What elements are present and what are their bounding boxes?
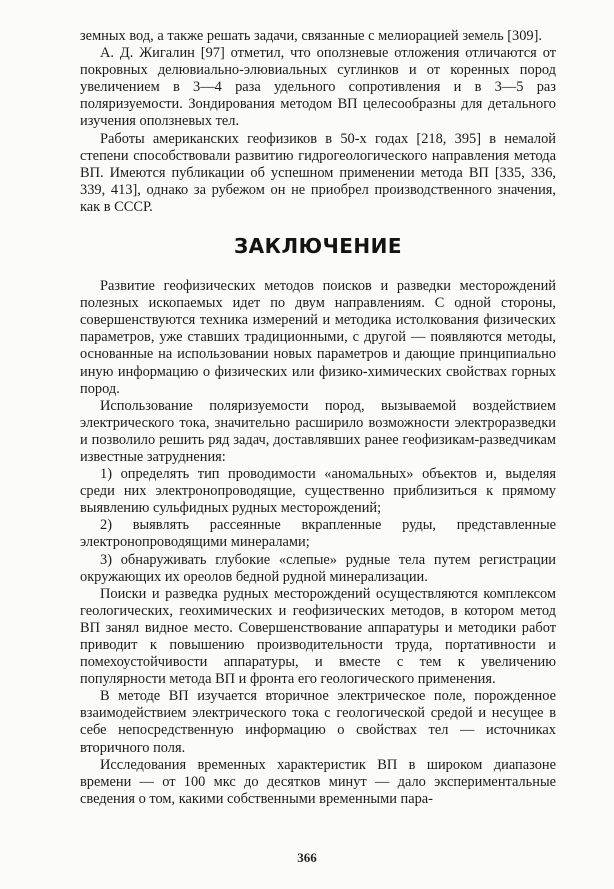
list-item-3: 3) обнаруживать глубокие «слепые» рудные тела путем регистрации окружающих их ореолов бедной рудной минерализации.: [80, 551, 556, 585]
paragraph-secondary-field: В методе ВП изучается вторичное электрическое поле, порожденное взаимодействием электрического тока с геологической средой и несущее в себе непосредственную информацию о свойствах тел — источниках вторичного поля.: [80, 688, 556, 756]
page-text: [80, 28, 556, 808]
paragraph-zhigalin: А. Д. Жигалин [97] отметил, что оползневые отложения отличаются от покровных делювиально-элювиальных суглинков и от коренных пород увеличением в 3—4 раза удельного сопротивления и в 3—5 раз поляризуемости. Зондирования методом ВП целесообразны для детального изучения оползневых тел.: [80, 45, 556, 130]
list-item-2: 2) выявлять рассеянные вкрапленные руды, представленные электронопроводящими минералами;: [80, 517, 556, 551]
paragraph-american-geophysicists: Работы американских геофизиков в 50-х годах [218, 395] в немалой степени способствовали развитию гидрогеологического направления метода ВП. Имеются публикации об успешном применении метода ВП [335, 336, 339, 413], однако за рубежом он не приобрел производственного значения, как в СССР.: [80, 130, 556, 215]
paragraph-time-characteristics: Исследования временных характеристик ВП в широком диапазоне времени — от 100 мкс до десятков минут — дало экспериментальные сведения о том, какими собственными временными пара-: [80, 756, 556, 807]
page-number: 366: [297, 850, 317, 865]
paragraph-development: Развитие геофизических методов поисков и разведки месторождений полезных ископаемых идет по двум направлениям. С одной стороны, совершенствуются техника измерений и методика истолкования физических параметров, уже ставших традиционными, с другой — появляются методы, основанные на использовании новых параметров и дающие принципиально иную информацию о физических или физико-химических свойствах горных пород.: [80, 278, 556, 397]
list-item-1: 1) определять тип проводимости «аномальных» объектов и, выделяя среди них электронопроводящие, существенно приблизиться к прямому выявлению сульфидных рудных месторождений;: [80, 466, 556, 517]
paragraph-continuation: земных вод, а также решать задачи, связанные с мелиорацией земель [309].: [80, 28, 543, 44]
paragraph-ore-exploration: Поиски и разведка рудных месторождений осуществляются комплексом геологических, геохимических и геофизических методов, в котором метод ВП занял видное место. Совершенствование аппаратуры и методики работ приводит к повышению производительности труда, портативности и помехоустойчивости аппаратуры, и вместе с тем к увеличению популярности метода ВП и фронта его геологического применения.: [80, 585, 556, 688]
section-heading: ЗАКЛЮЧЕНИЕ: [233, 234, 403, 259]
paragraph-polarizability-use: Использование поляризуемости пород, вызываемой воздействием электрического тока, значительно расширило возможности электроразведки и позволило решить ряд задач, доставлявших ранее геофизикам-разведчикам известные затруднения:: [80, 397, 556, 465]
